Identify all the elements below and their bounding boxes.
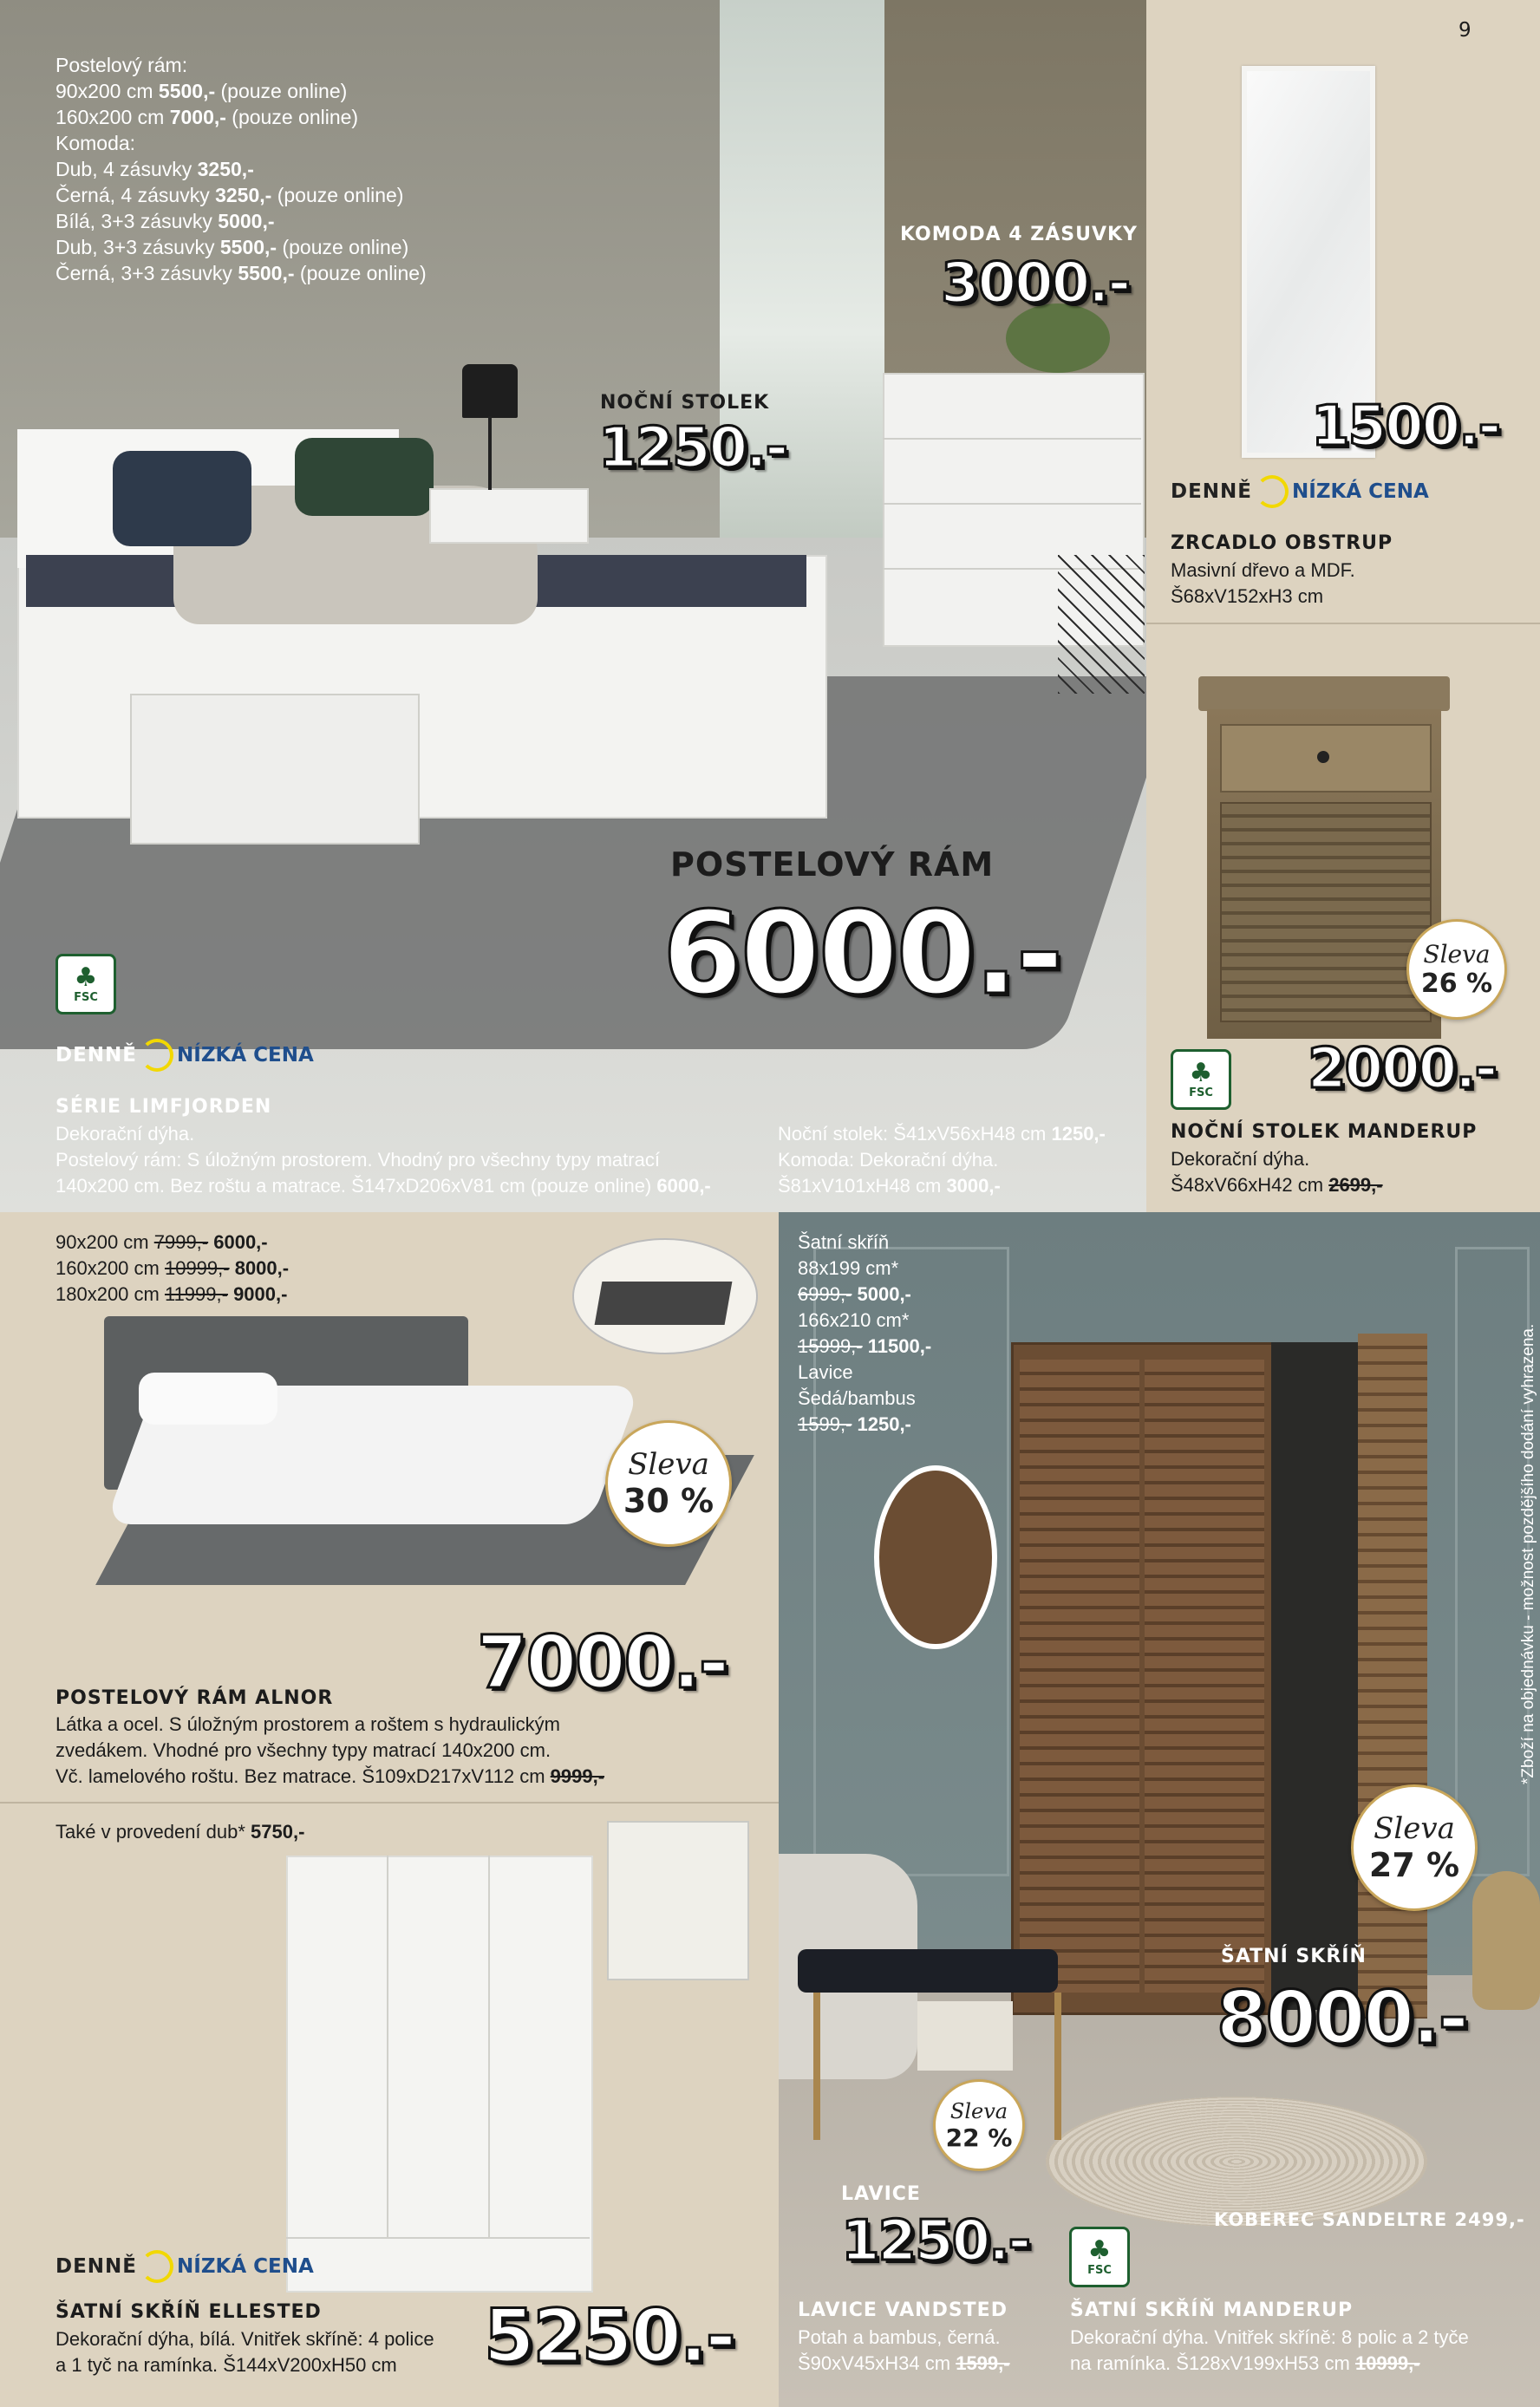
price-line: 160x200 cm 7000,- (pouze online) <box>55 106 359 128</box>
alnor-panel <box>0 1212 779 1804</box>
mirror-title: ZRCADLO OBSTRUP <box>1171 532 1393 554</box>
price-line: 88x199 cm* <box>798 1257 899 1279</box>
mirror-description <box>1171 558 1355 610</box>
smile-mark-icon <box>140 2250 173 2283</box>
size-line: 90x200 cm 7999,- 6000,- <box>55 1231 268 1253</box>
alnor-pillow <box>139 1373 277 1425</box>
open-bed-thumb-frame <box>595 1282 733 1325</box>
fsc-label: FSC <box>74 990 98 1004</box>
denne-text: DENNĚ <box>55 1044 138 1067</box>
mirror-price: 1500.- <box>1311 395 1499 459</box>
desc-line: Vč. lamelového roštu. Bez matrace. Š109xD217xV112 cm 9999,- <box>55 1765 605 1787</box>
tree-icon: ♣ <box>1189 1057 1213 1088</box>
price-line: Černá, 3+3 zásuvky 5500,- (pouze online) <box>55 262 427 284</box>
komoda-label: KOMODA 4 ZÁSUVKY <box>900 224 1138 245</box>
bed-drawer <box>130 694 420 845</box>
sleva-pct: 27 % <box>1368 1846 1460 1884</box>
price-line: Dub, 3+3 zásuvky 5500,- (pouze online) <box>55 236 409 258</box>
desc-line: na ramínka. Š128xV199xH53 cm 10999,- <box>1070 2352 1420 2374</box>
pillow-navy <box>113 451 251 546</box>
desc-line: Š68xV152xH3 cm <box>1171 585 1324 607</box>
price-line: Lavice <box>798 1361 853 1383</box>
sleva-27-badge <box>1351 1784 1478 1911</box>
desc-line: Dekorační dýha. Vnitřek skříně: 8 polic a 2 tyče <box>1070 2326 1469 2348</box>
wardrobe-white <box>286 1856 593 2293</box>
skrin-price: 8000.- <box>1217 1975 1467 2060</box>
price-line: Šatní skříň <box>798 1231 890 1253</box>
ellested-title: ŠATNÍ SKŘÍŇ ELLESTED <box>55 2301 322 2323</box>
desc-line: Š81xV101xH48 cm 3000,- <box>778 1175 1001 1197</box>
manderup-stolek-description <box>1171 1146 1383 1198</box>
wardrobe-interior-thumb <box>607 1821 749 1980</box>
size-line: 160x200 cm 10999,- 8000,- <box>55 1257 290 1279</box>
manderup-stolek-panel <box>1146 624 1540 1212</box>
price-line: 15999,- 11500,- <box>798 1335 932 1357</box>
lavice-vandsted-description <box>798 2325 1010 2377</box>
komoda-price: 3000.- <box>941 251 1129 316</box>
skrin-manderup-description <box>1070 2325 1469 2377</box>
sleva-word: Sleva <box>949 2098 1008 2123</box>
manderup-stolek-price: 2000.- <box>1308 1037 1496 1101</box>
tree-icon: ♣ <box>74 962 98 993</box>
wardrobe-door-left <box>1020 1360 1139 1993</box>
alnor-price: 7000.- <box>477 1620 728 1705</box>
wardrobe-door-right <box>1145 1360 1264 1993</box>
desc-line: Š90xV45xH34 cm 1599,- <box>798 2352 1010 2374</box>
price-line: 6999,- 5000,- <box>798 1283 911 1305</box>
sleva-pct: 22 % <box>945 2123 1013 2152</box>
desc-line: Komoda: Dekorační dýha. <box>778 1149 999 1171</box>
ellested-description <box>55 2326 434 2378</box>
bench-box <box>917 2001 1013 2071</box>
fsc-label: FSC <box>1189 1086 1213 1099</box>
wardrobe-open-section <box>1271 1342 1358 2010</box>
nocni-komoda-description <box>778 1121 1106 1199</box>
lavice-label: LAVICE <box>841 2183 921 2205</box>
nocni-stolek-price: 1250.- <box>598 416 786 480</box>
lavice-price: 1250.- <box>841 2209 1029 2273</box>
tree-icon: ♣ <box>1087 2234 1112 2266</box>
dresser-line2 <box>883 503 1141 505</box>
desc-line: Potah a bambus, černá. <box>798 2326 1001 2348</box>
wardrobe-open-door <box>1358 1334 1427 2019</box>
price-line: Dub, 4 zásuvky 3250,- <box>55 158 254 180</box>
desc-line: Postelový rám: S úložným prostorem. Vhodný pro všechny typy matrací <box>55 1149 660 1171</box>
desc-line: zvedákem. Vhodné pro všechny typy matrací 140x200 cm. <box>55 1739 551 1761</box>
round-rug <box>1046 2097 1427 2227</box>
denne-nizka-cena-logo <box>55 1039 314 1072</box>
alnor-sizes <box>55 1230 289 1308</box>
skrin-label: ŠATNÍ SKŘÍŇ <box>1221 1946 1367 1967</box>
fsc-label: FSC <box>1087 2263 1112 2277</box>
denne-text: DENNĚ <box>55 2255 138 2278</box>
drawer-knob <box>1317 751 1329 763</box>
louvered-door <box>1220 802 1432 1022</box>
size-line: 180x200 cm 11999,- 9000,- <box>55 1283 288 1305</box>
desc-line: a 1 tyč na ramínka. Š144xV200xH50 cm <box>55 2354 397 2376</box>
limfjorden-price-list <box>55 52 427 286</box>
desc-line: Dekorační dýha. <box>55 1123 195 1145</box>
manderup-price-list <box>798 1230 931 1438</box>
mirror-panel <box>1146 0 1540 624</box>
manderup-skrin-photo <box>779 1212 1540 2407</box>
smile-mark-icon <box>140 1039 173 1072</box>
price-line: Černá, 4 zásuvky 3250,- (pouze online) <box>55 184 404 206</box>
sleva-22-badge <box>933 2079 1025 2171</box>
manderup-stolek-title: NOČNÍ STOLEK MANDERUP <box>1171 1121 1478 1143</box>
nightstand-top <box>1198 676 1450 711</box>
nizka-cena-text: NÍZKÁ CENA <box>177 2255 314 2278</box>
desc-line: Noční stolek: Š41xV56xH48 cm 1250,- <box>778 1123 1106 1145</box>
desc-line: 140x200 cm. Bez roštu a matrace. Š147xD206xV81 cm (pouze online) 6000,- <box>55 1175 711 1197</box>
smile-mark-icon <box>1256 475 1289 508</box>
denne-nizka-cena-logo <box>55 2250 314 2283</box>
lamp-stand <box>488 416 492 490</box>
sleva-26-badge <box>1406 919 1507 1020</box>
fsc-logo <box>1171 1049 1231 1110</box>
denne-text: DENNĚ <box>1171 480 1253 503</box>
sleva-word: Sleva <box>1374 1811 1455 1846</box>
price-line: Šedá/bambus <box>798 1387 916 1409</box>
series-title: SÉRIE LIMFJORDEN <box>55 1096 272 1118</box>
bed-label: POSTELOVÝ RÁM <box>670 845 995 884</box>
desc-line: Dekorační dýha. <box>1171 1148 1310 1170</box>
price-line: Komoda: <box>55 132 136 154</box>
price-line: 1599,- 1250,- <box>798 1413 911 1435</box>
desc-line: Látka a ocel. S úložným prostorem a roštem s hydraulickým <box>55 1713 561 1735</box>
desc-line: Dekorační dýha, bílá. Vnitřek skříně: 4 police <box>55 2328 434 2350</box>
sleva-30-badge <box>605 1420 732 1547</box>
vase <box>1472 1871 1540 2010</box>
ellested-panel <box>0 1804 779 2407</box>
bed-price: 6000.- <box>662 887 1062 1021</box>
sleva-pct: 30 % <box>623 1482 715 1520</box>
alnor-description <box>55 1712 604 1790</box>
skrin-manderup-title: ŠATNÍ SKŘÍŇ MANDERUP <box>1070 2299 1354 2321</box>
sleva-word: Sleva <box>628 1447 709 1482</box>
bench-seat <box>798 1949 1058 1993</box>
laundry-basket <box>1058 555 1145 694</box>
fsc-logo <box>1069 2227 1130 2287</box>
series-description <box>55 1121 711 1199</box>
alnor-title: POSTELOVÝ RÁM ALNOR <box>55 1687 334 1709</box>
wardrobe-door-line1 <box>387 1856 388 2237</box>
price-line: 166x210 cm* <box>798 1309 910 1331</box>
nightstand <box>429 488 589 544</box>
pillow-green <box>295 438 434 516</box>
sleva-word: Sleva <box>1423 940 1491 969</box>
nizka-cena-text: NÍZKÁ CENA <box>1292 480 1429 503</box>
ellested-price: 5250.- <box>484 2293 734 2378</box>
wardrobe-drawer-line <box>286 2237 590 2239</box>
nocni-stolek-label: NOČNÍ STOLEK <box>600 392 770 414</box>
desc-line: Masivní dřevo a MDF. <box>1171 559 1355 581</box>
wardrobe-door-line2 <box>488 1856 490 2237</box>
koberec-label: KOBEREC SANDELTRE 2499,- <box>1214 2209 1525 2230</box>
price-line: 90x200 cm 5500,- (pouze online) <box>55 80 348 102</box>
lamp-shade <box>462 364 518 418</box>
price-line: Postelový rám: <box>55 54 188 76</box>
lavice-vandsted-title: LAVICE VANDSTED <box>798 2299 1008 2321</box>
sleva-pct: 26 % <box>1420 969 1493 999</box>
wardrobe-interior-thumb <box>874 1465 997 1649</box>
dub-variant-line: Také v provedení dub* 5750,- <box>55 1821 305 1843</box>
side-note-vertical: *Zboží na objednávku - možnost pozdějšího dodání vyhrazena. <box>1519 1323 1537 1784</box>
nizka-cena-text: NÍZKÁ CENA <box>177 1044 314 1067</box>
page-number: 9 <box>1458 19 1471 42</box>
denne-nizka-cena-logo <box>1171 475 1429 508</box>
desc-line: Š48xV66xH42 cm 2699,- <box>1171 1174 1383 1196</box>
fsc-logo <box>55 954 116 1014</box>
price-line: Bílá, 3+3 zásuvky 5000,- <box>55 210 275 232</box>
limfjorden-photo <box>0 0 1146 1212</box>
dresser-line1 <box>883 438 1141 440</box>
